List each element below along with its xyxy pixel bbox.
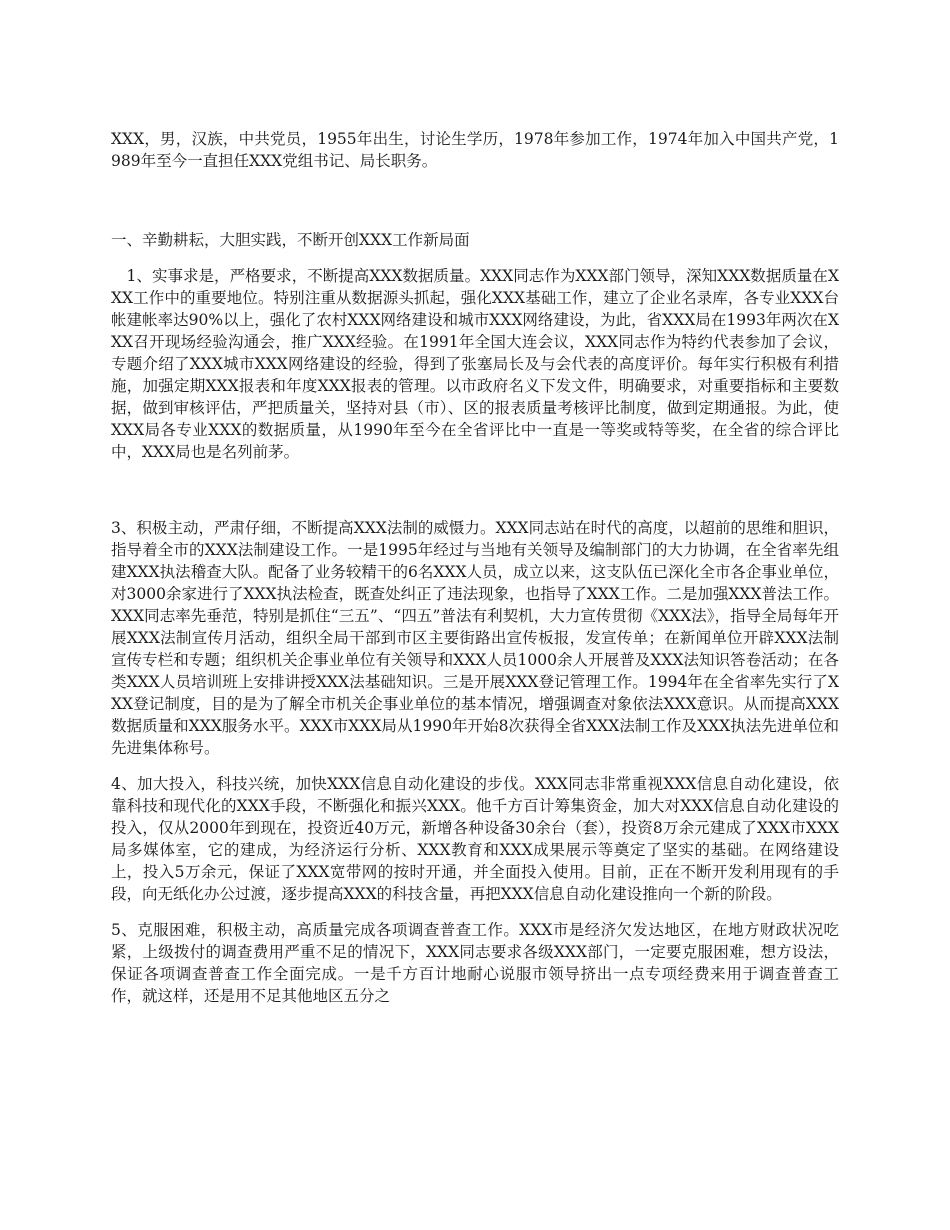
item-1-paragraph: 1、实事求是，严格要求，不断提高XXX数据质量。XXX同志作为XXX部门领导，深知XXX数据质量在XXX工作中的重要地位。特别注重从数据源头抓起，强化XXX基础工作，建立了企业名录库，各专业XXX台帐建帐率达90%以上，强化了农村XXX网络建设和城市XXX网络建设，为此，省XXX局在1993年两次在XXX召开现场经验沟通会，推广XXX经验。在1991年全国大连会议，XXX同志作为特约代表参加了会议，专题介绍了XXX城市XXX网络建设的经验，得到了张塞局长及与会代表的高度评价。每年实行积极有利措施，加强定期XXX报表和年度XXX报表的管理。以市政府名义下发文件，明确要求，对重要指标和主要数据，做到审核评估，严把质量关，坚持对县（市）、区的报表质量考核评比制度，做到定期通报。为此，使XXX局各专业XXX的数据质量，从1990年至今在全省评比中一直是一等奖或特等奖，在全省的综合评比中，XXX局也是名列前茅。 <box>111 267 839 461</box>
section-heading: 一、辛勤耕耘，大胆实践，不断开创XXX工作新局面 <box>111 231 470 249</box>
item-5-paragraph: 5、克服困难，积极主动，高质量完成各项调查普查工作。XXX市是经济欠发达地区，在地方财政状况吃紧，上级拨付的调查费用严重不足的情况下，XXX同志要求各级XXX部门，一定要克服困难，想方设法，保证各项调查普查工作全面完成。一是千方百计地耐心说服市领导挤出一点专项经费来用于调查普查工作，就这样，还是用不足其他地区五分之 <box>111 921 839 1005</box>
item-3-paragraph: 3、积极主动，严肃仔细，不断提高XXX法制的威慑力。XXX同志站在时代的高度，以超前的思维和胆识，指导着全市的XXX法制建设工作。一是1995年经过与当地有关领导及编制部门的大力协调，在全省率先组建XXX执法稽查大队。配备了业务较精干的6名XXX人员，成立以来，这支队伍已深化全市各企事业单位，对3000余家进行了XXX执法检查，既查处纠正了违法现象，也指导了XXX工作。二是加强XXX普法工作。XXX同志率先垂范，特别是抓住“三五”、“四五”普法有利契机，大力宣传贯彻《XXX法》，指导全局每年开展XXX法制宣传月活动，组织全局干部到市区主要街路出宣传板报，发宣传单；在新闻单位开辟XXX法制宣传专栏和专题；组织机关企事业单位有关领导和XXX人员1000余人开展普及XXX法知识答卷活动；在各类XXX人员培训班上安排讲授XXX法基础知识。三是开展XXX登记管理工作。1994年在全省率先实行了XXX登记制度，目的是为了解全市机关企事业单位的基本情况，增强调查对象依法XXX意识。从而提高XXX数据质量和XXX服务水平。XXX市XXX局从1990年开始8次获得全省XXX法制工作及XXX执法先进单位和先进集体称号。 <box>111 519 839 757</box>
intro-paragraph: XXX，男，汉族，中共党员，1955年出生，讨论生学历，1978年参加工作，1974年加入中国共产党，1989年至今一直担任XXX党组书记、局长职务。 <box>111 130 839 170</box>
document-page <box>111 128 839 1007</box>
item-4-paragraph: 4、加大投入，科技兴统，加快XXX信息自动化建设的步伐。XXX同志非常重视XXX信息自动化建设，依靠科技和现代化的XXX手段，不断强化和振兴XXX。他千方百计筹集资金，加大对XXX信息自动化建设的投入，仅从2000年到现在，投资近40万元，新增各种设备30余台（套），投资8万余元建成了XXX市XXX局多媒体室，它的建成，为经济运行分析、XXX教育和XXX成果展示等奠定了坚实的基础。在网络建设上，投入5万余元，保证了XXX宽带网的按时开通，并全面投入使用。目前，正在不断开发利用现有的手段，向无纸化办公过渡，逐步提高XXX的科技含量，再把XXX信息自动化建设推向一个新的阶段。 <box>111 775 839 903</box>
